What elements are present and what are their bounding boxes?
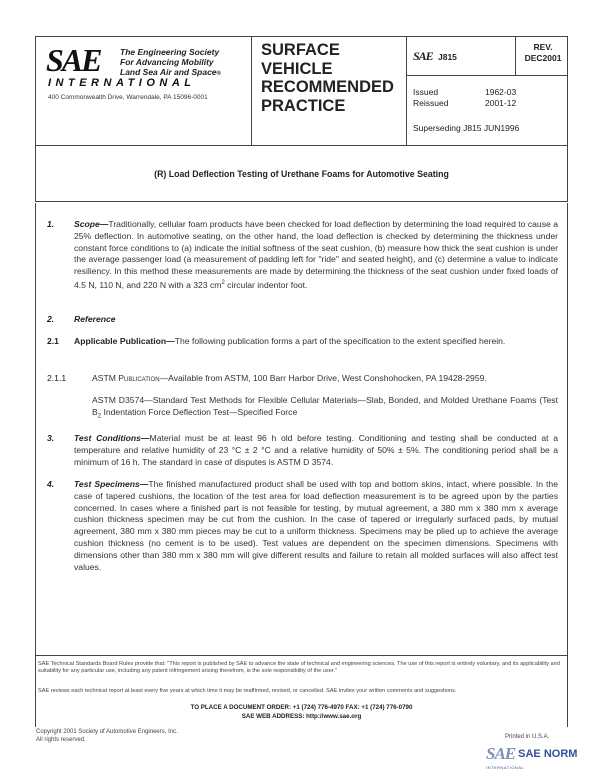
standard-number: J815 [438,52,457,62]
section-number: 1. [47,219,55,229]
printed-note: Printed in U.S.A. [505,734,550,740]
section-number: 3. [47,433,55,443]
section-applicable-publication: Applicable Publication—The following publication forms a part of the specification to the extent specified herein. [74,336,506,346]
section-number: 2.1 [47,336,59,346]
section-scope: Scope—Traditionally, cellular foam products have been checked for load deflection by determining the load required to cause a 25% deflection. In automotive seating, on the other hand, the load deflection is checked by determining the thickness under constant force conditions to (a) indicate the initial softness of the seat cushion, (b) measure how thick the seat cushion is under the average passenger load (a measurement of padding left for "ride" and seated height), and (c) determine a value to indicate resiliency. In this method these measurements are made by determining the thickness of the seat cushion under fixed loads of 4.5 N, 110 N, and 220 N with a 323 $cm^2$ circular indentor foot. [74,219,558,290]
section-test-conditions: Test Conditions—Material must be at least 96 h old before testing. Conditioning and testing shall be conducted at a temperature and relative humidity of 23 °C ± 2 °C and a relative humidity of 50% ± 5%. The conditioning period shall be a minimum of 16 h. The standard in case of disputes is ASTM D 3574. [74,433,559,467]
document-footer [35,655,568,727]
policy-statement: SAE Technical Standards Board Rules provide that: "This report is published by SAE to advance the state of technical and engineering sciences. The use of this report is entirely voluntary, and its applicability and suitability for any particular use, including any patent infringement arising therefrom, is the sole responsibility of the user." [38,661,560,674]
watermark: SAE SAE NORM [486,744,578,763]
org-tagline: The Engineering Society For Advancing Mobility Land Sea Air and Space® [120,47,221,77]
watermark-subtext: INTERNATIONAL [486,765,525,770]
web-address: SAE WEB ADDRESS: http://www.sae.org [241,713,362,720]
document-header [35,36,568,146]
sae-logo: SAE [46,42,101,78]
review-statement: SAE reviews each technical report at least every five years at which time it may be reaffirmed, revised, or cancelled. SAE invites your written comments and suggestions. [38,688,457,694]
document-body [35,203,568,655]
revision-block: REV. DEC2001 [524,42,562,63]
section-number: 2.1.1 [47,373,67,383]
order-info: TO PLACE A DOCUMENT ORDER: +1 (724) 776-4970 FAX: +1 (724) 776-0790 [190,704,413,711]
document-type: SURFACE VEHICLE RECOMMENDED PRACTICE [261,41,394,115]
section-number: 4. [47,479,55,489]
org-international: INTERNATIONAL [48,77,196,89]
section-astm-publication: ASTM Publication—Available from ASTM, 100 Barr Harbor Drive, West Conshohocken, PA 19428-2959. [92,373,487,383]
issue-dates: Issued 1962-03 Reissued 2001-12 [413,87,517,108]
section-reference: Reference [74,314,116,324]
section-test-specimens: Test Specimens—The finished manufactured product shall be used with top and bottom skins, intact, where possible. In the case of tapered cushions, the location of the test area for load deflection measurement is to be agreed upon by the parties concerned. In cases where a finished part is not feasible for testing, by mutual agreement, a 380 mm x 380 mm x average cushion thickness specimen may be cut from the cushion. In the case of tapered or irregularly surfaced pads, by mutual agreement, 380 mm x 380 mm pieces may be cut to a uniform thickness. Specimens may be plied up to achieve the average cushion thickness (no cement is to be used). Test values are dependent on the specimen dimensions. Specimens with dimensions other than 380 mm x 380 mm will give different results and failure to retain all molded surfaces will also affect test values. [74,479,558,572]
superseding-note: Superseding J815 JUN1996 [413,123,520,133]
watermark-logo: SAE [486,744,516,763]
document-title: (R) Load Deflection Testing of Urethane Foams for Automotive Seating [35,146,568,202]
copyright: Copyright 2001 Society of Automotive Engineers, Inc. All rights reserved. [36,729,178,743]
astm-reference: ASTM D3574—Standard Test Methods for Flexible Cellular Materials—Slab, Bonded, and Molded Urethane Foams (Test $B_2$ Indentation Force Deflection Test—Specified Force [92,395,558,420]
std-prefix-logo: SAE [413,49,433,63]
section-number: 2. [47,314,55,324]
org-address: 400 Commonwealth Drive, Warrendale, PA 15096-0001 [48,94,208,101]
